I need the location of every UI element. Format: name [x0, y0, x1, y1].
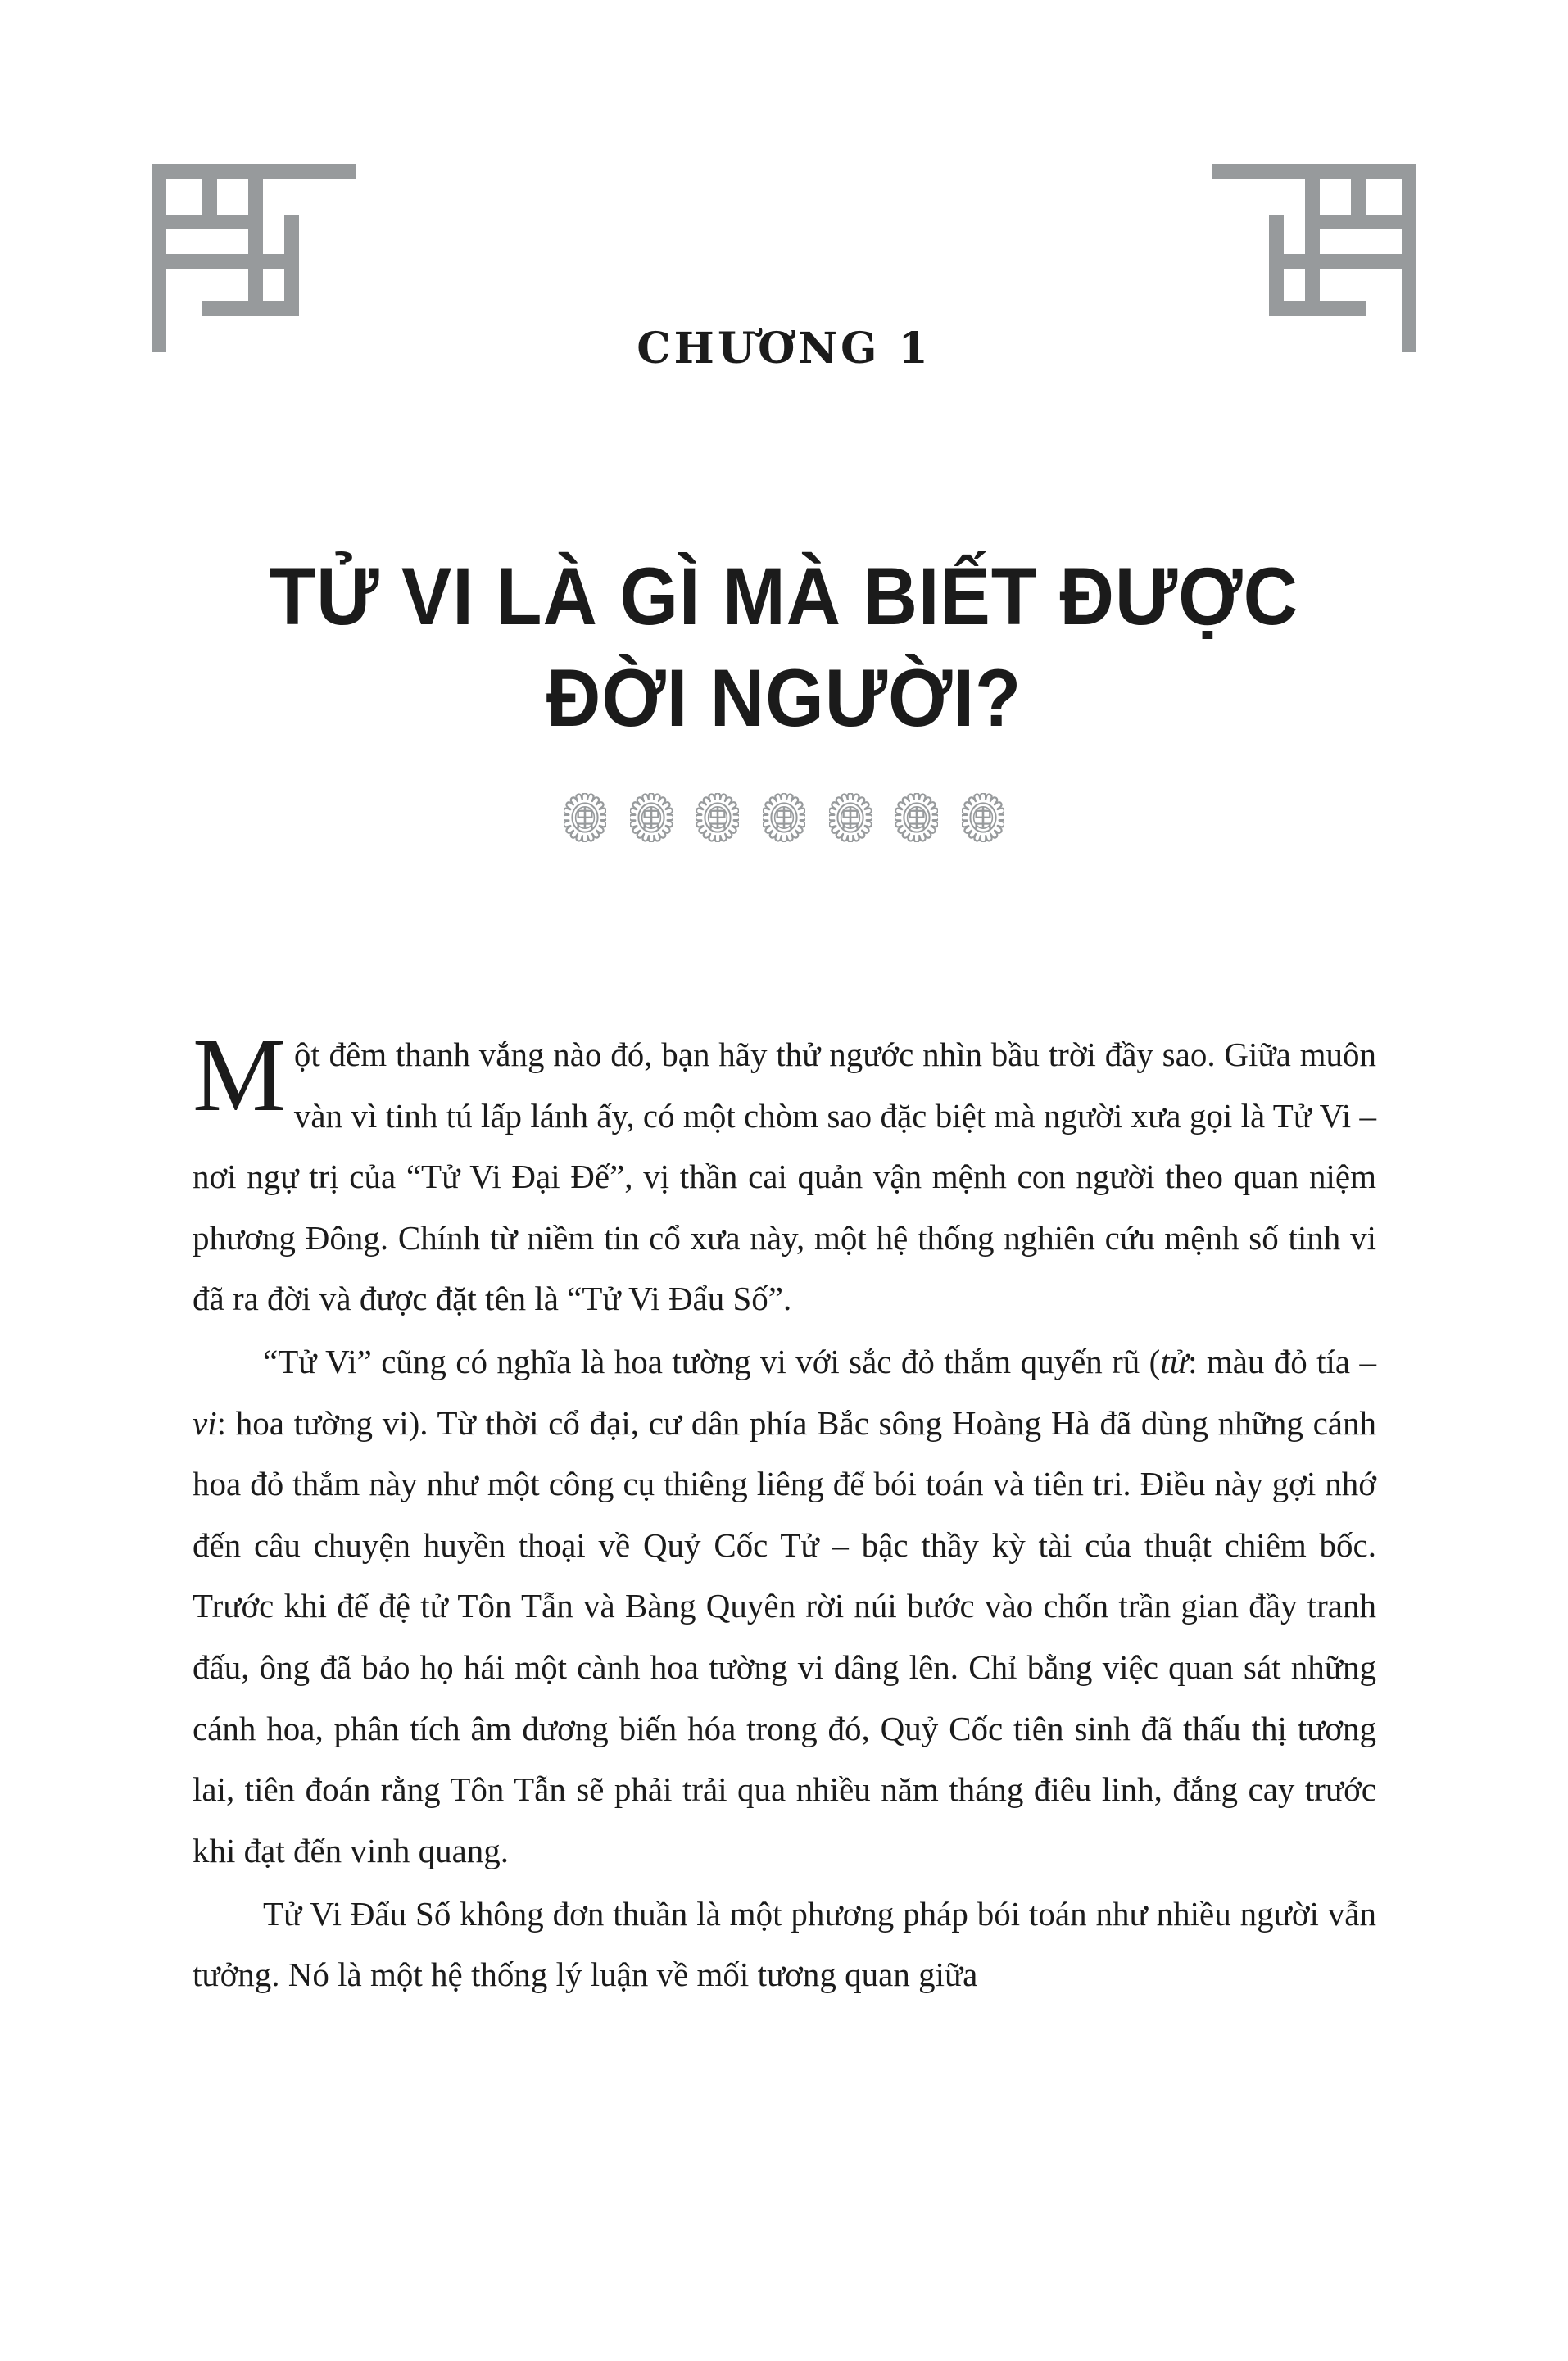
page-title	[55, 546, 1513, 749]
emphasis-text: vi	[193, 1403, 217, 1442]
page-title-line-2: ĐỜI NGƯỜI?	[546, 652, 1022, 744]
chapter-label: CHƯƠNG 1	[637, 324, 931, 374]
shou-medallion-icon	[763, 793, 805, 842]
paragraph: Tử Vi Đẩu Số không đơn thuần là một phương pháp bói toán như nhiều người vẫn tưởng. Nó là một hệ thống lý luận về mối tương quan giữa	[193, 1894, 1376, 1994]
emphasis-text: tử	[1160, 1343, 1189, 1381]
shou-medallion-icon	[564, 793, 606, 842]
page-title-line-1: TỬ VI LÀ GÌ MÀ BIẾT ĐƯỢC	[269, 551, 1299, 642]
shou-medallion-icon	[895, 793, 938, 842]
shou-medallion-icon	[630, 793, 673, 842]
shou-medallion-icon	[829, 793, 872, 842]
shou-medallion-icon	[962, 793, 1004, 842]
body-text	[193, 1017, 1376, 2007]
paragraph: Một đêm thanh vắng nào đó, bạn hãy thử ngước nhìn bầu trời đầy sao. Giữa muôn vàn vì tinh tú lấp lánh ấy, có một chòm sao đặc biệt mà người xưa gọi là Tử Vi – nơi ngự trị của “Tử Vi Đại Đế”, vị thần cai quản vận mệnh con người theo quan niệm phương Đông. Chính từ niềm tin cổ xưa này, một hệ thống nghiên cứu mệnh số tinh vi đã ra đời và được đặt tên là “Tử Vi Đẩu Số”.	[193, 1017, 1376, 1318]
divider-ornament-row	[0, 793, 1568, 842]
shou-medallion-icon	[696, 793, 739, 842]
paragraph: “Tử Vi” cũng có nghĩa là hoa tường vi với sắc đỏ thắm quyến rũ (tử: màu đỏ tía – vi: hoa tường vi). Từ thời cổ đại, cư dân phía Bắc sông Hoàng Hà đã dùng những cánh hoa đỏ thắm này như một công cụ thiêng liêng để bói toán và tiên tri. Điều này gợi nhớ đến câu chuyện huyền thoại về Quỷ Cốc Tử – bậc thầy kỳ tài của thuật chiêm bốc. Trước khi để đệ tử Tôn Tẫn và Bàng Quyên rời núi bước vào chốn trần gian đầy tranh đấu, ông đã bảo họ hái một cành hoa tường vi dâng lên. Chỉ bằng việc quan sát những cánh hoa, phân tích âm dương biến hóa trong đó, Quỷ Cốc tiên sinh đã thấu thị tương lai, tiên đoán rằng Tôn Tẫn sẽ phải trải qua nhiều năm tháng điêu linh, đắng cay trước khi đạt đến vinh quang.	[193, 1343, 1376, 1869]
